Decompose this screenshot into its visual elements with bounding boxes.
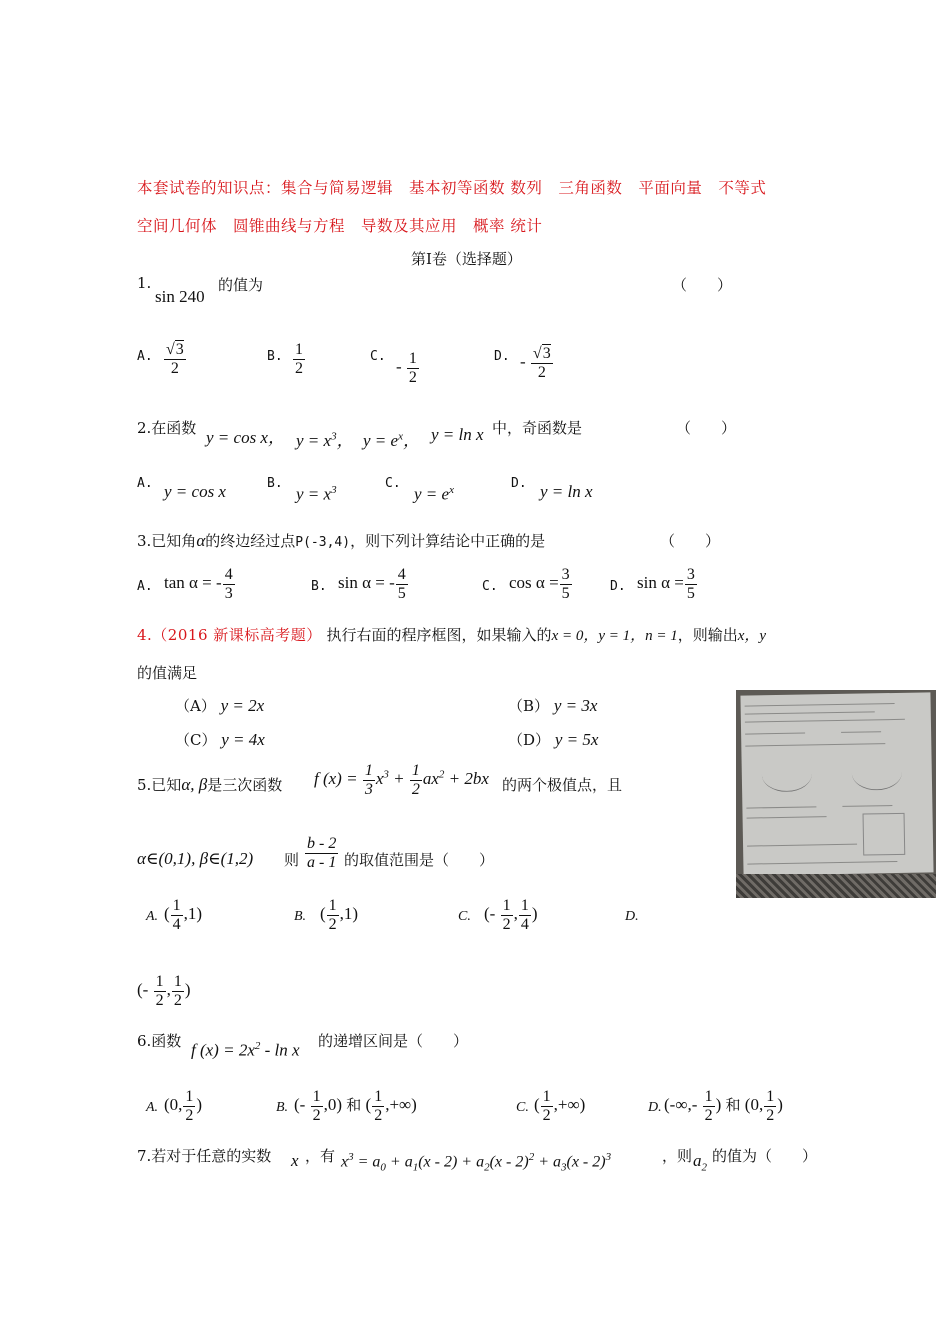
q1-option-d: - $\frac{√3}{2}$ bbox=[520, 345, 551, 381]
q5-ratio: $\frac{b - 2}{a - 1}$ bbox=[307, 835, 337, 871]
q5-option-d: (- $\frac{1}{2}$ , $\frac{1}{2}$ ) bbox=[137, 973, 191, 1009]
q4-option-b: （B） y = 3x bbox=[508, 696, 598, 715]
q6-option-b: (- $\frac{1}{2}$ ,0) 和 ( $\frac{1}{2}$ ,+∞) bbox=[294, 1088, 417, 1124]
q1-option-c: - $\frac{1}{2}$ bbox=[396, 350, 417, 386]
q4-line2: 的值满足 bbox=[137, 664, 198, 682]
q5-function: f (x) = $\frac{1}{3}$ $x^3$ + $\frac{1}{2}$ $ax^2 + 2bx$ bbox=[314, 762, 489, 798]
q6-option-c-label: C. bbox=[516, 1100, 529, 1115]
q4-option-a: （A） y = 2x bbox=[175, 696, 265, 715]
q2-option-c: $y = e^x$ bbox=[414, 484, 454, 504]
q2-text: 2.在函数 bbox=[137, 419, 197, 437]
q6-function: f $(x) = 2x^2 - \ln x$ bbox=[191, 1040, 300, 1060]
photo-background bbox=[736, 874, 936, 898]
q7-text2: ，有 bbox=[305, 1147, 336, 1165]
q4-text: 4.（2016 新课标高考题） 执行右面的程序框图，如果输入的x = 0，y = 1，n = 1，则输出x，y bbox=[137, 626, 767, 644]
q2-text2: 中，奇函数是 bbox=[492, 419, 583, 437]
section-title: 第Ⅰ卷（选择题） bbox=[411, 250, 522, 268]
q1-option-c-label: C. bbox=[370, 349, 386, 364]
q3-answer-paren: （ ） bbox=[660, 532, 721, 550]
q1-answer-paren: （ ） bbox=[672, 276, 733, 294]
q7-text3: ，则 bbox=[662, 1147, 693, 1165]
q1-expr: sin 240 bbox=[155, 287, 205, 306]
q6-option-d: (-∞,- $\frac{1}{2}$ ) 和 (0, $\frac{1}{2}$ ) bbox=[664, 1088, 783, 1124]
q5-text5: 的取值范围是（ ） bbox=[344, 851, 495, 869]
q2-option-a: y = cos x bbox=[164, 482, 226, 501]
q2-func-cos: y = cos x， bbox=[206, 428, 285, 447]
q6-option-d-label: D. bbox=[648, 1100, 662, 1115]
q2-func-ln: y = ln x bbox=[431, 425, 484, 444]
q1-number: 1. bbox=[137, 274, 152, 292]
q3-option-d-label: D. bbox=[610, 579, 626, 594]
q2-func-exp: $y = e^x$， bbox=[363, 430, 420, 450]
q3-option-c: cos α = $\frac{3}{5}$ bbox=[509, 566, 570, 602]
q5-option-c-label: C. bbox=[458, 909, 471, 924]
q6-option-c: ( $\frac{1}{2}$ ,+∞) bbox=[534, 1088, 586, 1124]
q5-condition: α∈(0,1), β∈(1,2) bbox=[137, 849, 254, 868]
q1-text: 的值为 bbox=[218, 276, 264, 294]
q1-option-d-label: D. bbox=[494, 349, 510, 364]
q6-option-b-label: B. bbox=[276, 1100, 289, 1115]
q6-text2: 的递增区间是（ ） bbox=[318, 1032, 469, 1050]
q1-option-a: $\frac{√3}{2}$ bbox=[166, 341, 184, 377]
q4-source: 4.（2016 新课标高考题） bbox=[137, 626, 322, 644]
q2-option-a-label: A. bbox=[137, 476, 153, 491]
knowledge-points-line2: 空间几何体 圆锥曲线与方程 导数及其应用 概率 统计 bbox=[137, 217, 543, 235]
q7-expansion: $x^3 = a_0 + a_1(x - 2) + a_2(x - 2)^2 + a_3(x - 2)^3$ bbox=[341, 1151, 612, 1174]
q2-option-c-label: C. bbox=[385, 476, 401, 491]
flowchart-photo bbox=[736, 690, 936, 898]
q5-text3: 的两个极值点，且 bbox=[502, 776, 623, 794]
q1-option-a-label: A. bbox=[137, 349, 153, 364]
photo-paper bbox=[740, 692, 933, 875]
q2-option-b: $y = x^3$ bbox=[296, 484, 337, 504]
q5-option-b-label: B. bbox=[294, 909, 307, 924]
q2-option-d: y = ln x bbox=[540, 482, 593, 501]
q5-option-d-label: D. bbox=[625, 909, 639, 924]
q3-option-c-label: C. bbox=[482, 579, 498, 594]
q3-option-d: sin α = $\frac{3}{5}$ bbox=[637, 566, 695, 602]
q5-option-a: ( $\frac{1}{4}$ ,1) bbox=[164, 897, 203, 933]
q5-option-c: (- $\frac{1}{2}$ , $\frac{1}{4}$ ) bbox=[484, 897, 538, 933]
q6-text: 6.函数 bbox=[137, 1032, 182, 1050]
q2-option-d-label: D. bbox=[511, 476, 527, 491]
q2-answer-paren: （ ） bbox=[676, 419, 737, 437]
q7-text: 7.若对于任意的实数 bbox=[137, 1147, 272, 1165]
q5-text: 5.已知α, β是三次函数 bbox=[137, 775, 283, 794]
q5-option-a-label: A. bbox=[146, 909, 159, 924]
q3-option-b: sin α = - $\frac{4}{5}$ bbox=[338, 566, 406, 602]
q5-option-b: ( $\frac{1}{2}$ ,1) bbox=[320, 897, 359, 933]
q6-option-a: (0, $\frac{1}{2}$ ) bbox=[164, 1088, 203, 1124]
q6-option-a-label: A. bbox=[146, 1100, 159, 1115]
q7-x: x bbox=[291, 1151, 299, 1170]
q4-option-d: （D） y = 5x bbox=[508, 730, 599, 749]
q3-option-a: tan α = - $\frac{4}{3}$ bbox=[164, 566, 233, 602]
q1-option-b: $\frac{1}{2}$ bbox=[295, 341, 303, 377]
q7-text4: 的值为（ ） bbox=[712, 1147, 818, 1165]
q3-text: 3.已知角α的终边经过点P(-3,4)，则下列计算结论中正确的是 bbox=[137, 531, 546, 550]
q4-option-c: （C） y = 4x bbox=[175, 730, 265, 749]
q3-option-a-label: A. bbox=[137, 579, 153, 594]
knowledge-points-line1: 本套试卷的知识点：集合与简易逻辑 基本初等函数 数列 三角函数 平面向量 不等式 bbox=[137, 179, 767, 197]
q2-option-b-label: B. bbox=[267, 476, 283, 491]
q7-a2: $a_2$ bbox=[693, 1151, 707, 1174]
q1-option-b-label: B. bbox=[267, 349, 283, 364]
q5-text4: 则 bbox=[284, 851, 300, 869]
q2-func-cube: $y = x^3$， bbox=[296, 430, 354, 450]
q3-option-b-label: B. bbox=[311, 579, 327, 594]
